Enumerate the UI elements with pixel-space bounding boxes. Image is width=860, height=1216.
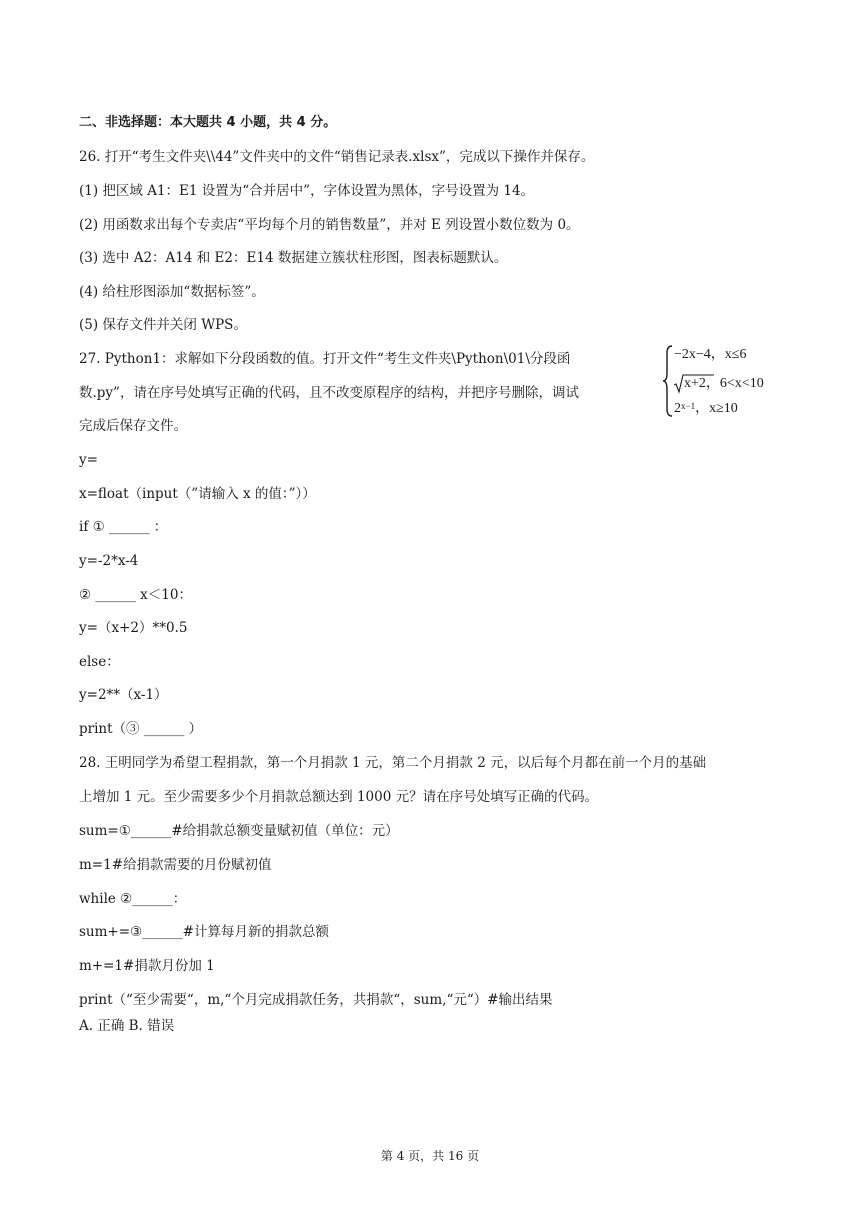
sqrt-expression xyxy=(674,376,706,392)
q27-code-line-8: y=2**（x-1） xyxy=(79,687,168,703)
q27-stem-line-1: 27. Python1：求解如下分段函数的值。打开文件“考生文件夹\Python\01\分段函 xyxy=(79,351,571,367)
formula-case-1-cond: ，x≤6 xyxy=(710,347,747,362)
q28-code-line-4: sum+=③______#计算每月新的捐款总额 xyxy=(79,924,329,940)
formula-case-1 xyxy=(674,347,746,363)
q27-stem-line-3: 完成后保存文件。 xyxy=(79,418,187,434)
q27-code-line-6: y=（x+2）**0.5 xyxy=(79,620,188,636)
q27-stem-line-2: 数.py”，请在序号处填写正确的代码，且不改变原程序的结构，并把序号删除，调试 xyxy=(79,385,579,401)
section-heading: 二、非选择题：本大题共 4 小题，共 4 分。 xyxy=(79,115,337,130)
q26-item-2: (2) 用函数求出每个专卖店“平均每个月的销售数量”，并对 E 列设置小数位数为 0。 xyxy=(79,217,580,233)
q28-stem-line-1: 28. 王明同学为希望工程捐款，第一个月捐款 1 元，第二个月捐款 2 元，以后每个月都在前一个月的基础 xyxy=(79,755,707,771)
left-brace-icon xyxy=(662,345,674,417)
piecewise-function-formula xyxy=(662,345,802,420)
formula-case-2-expr: x+2 xyxy=(684,376,706,391)
q28-stem-line-2: 上增加 1 元。至少需要多少个月捐款总额达到 1000 元？请在序号处填写正确的代码。 xyxy=(79,789,599,805)
q27-code-line-4: y=-2*x-4 xyxy=(79,553,139,569)
formula-case-3 xyxy=(674,401,738,417)
q27-code-line-2: x=float（input（”请输入 x 的值：”）） xyxy=(79,486,316,502)
q27-code-line-5: ② ______ x＜10： xyxy=(79,587,192,603)
q26-stem: 26. 打开“考生文件夹\\44”文件夹中的文件“销售记录表.xlsx”，完成以下操作并保存。 xyxy=(79,149,595,165)
formula-case-2-cond: ，6<x<10 xyxy=(705,376,764,391)
q28-code-line-3: while ②______： xyxy=(79,891,187,907)
formula-case-1-expr: −2x−4 xyxy=(674,347,711,362)
q27-code-line-9: print（③ ______ ） xyxy=(79,721,203,737)
page-footer: 第 4 页，共 16 页 xyxy=(380,1149,480,1163)
formula-case-3-cond: ，x≥10 xyxy=(695,401,738,416)
sqrt-icon xyxy=(674,374,714,394)
q26-item-4: (4) 给柱形图添加“数据标签”。 xyxy=(79,284,265,300)
q27-code-line-3: if ① ______ ： xyxy=(79,519,168,535)
q28-code-line-5: m+=1#捐款月份加 1 xyxy=(79,958,215,974)
formula-case-3-exponent: x−1 xyxy=(681,401,696,411)
q26-item-5: (5) 保存文件并关闭 WPS。 xyxy=(79,317,247,333)
formula-case-3-base: 2 xyxy=(674,401,681,416)
q27-code-line-1: y= xyxy=(79,452,98,468)
q28-answer-options: A. 正确 B. 错误 xyxy=(79,1018,175,1034)
formula-case-2 xyxy=(674,376,764,392)
q27-code-line-7: else： xyxy=(79,654,120,670)
q28-code-line-6: print（“至少需要“，m,“个月完成捐款任务，共捐款“，sum,“元“）#输出结果 xyxy=(79,992,553,1008)
q28-code-line-1: sum=①______#给捐款总额变量赋初值（单位：元） xyxy=(79,823,399,839)
q28-code-line-2: m=1#给捐款需要的月份赋初值 xyxy=(79,857,272,873)
q26-item-3: (3) 选中 A2：A14 和 E2：E14 数据建立簇状柱形图，图表标题默认。 xyxy=(79,250,508,266)
q26-item-1: (1) 把区域 A1：E1 设置为“合并居中”，字体设置为黑体，字号设置为 14。 xyxy=(79,183,535,199)
